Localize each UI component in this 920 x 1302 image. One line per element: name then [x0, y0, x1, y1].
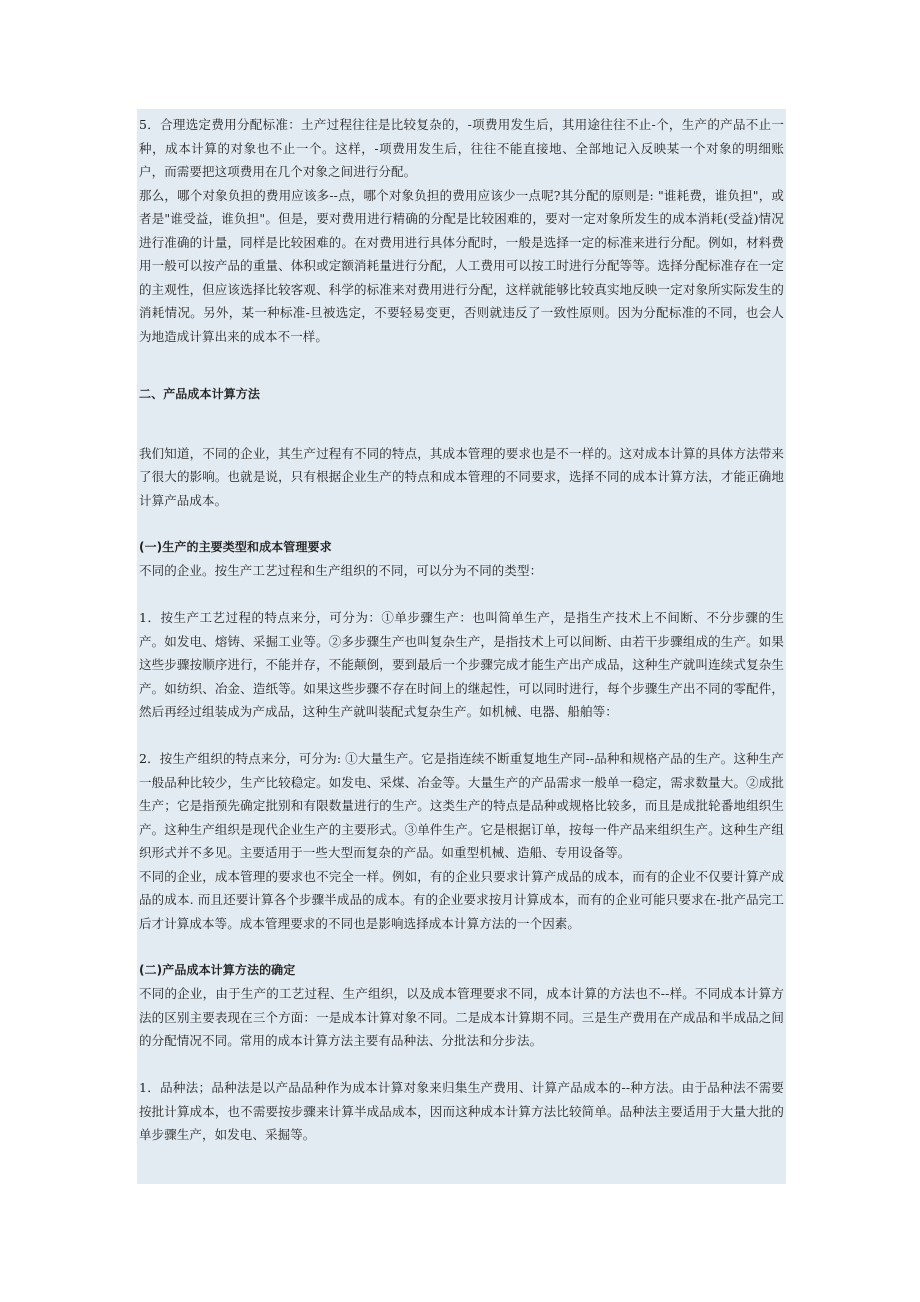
paragraph-product-method: 1．品种法；品种法是以产品品种作为成本计算对象来归集生产费用、计算产品成本的--种方法。由于品种法不需要按批计算成本，也不需要按步骤来计算半成品成本，因而这种成本计算方法比较简单。品种法主要适用于大量大批的单步骤生产，如发电、采掘等。: [139, 1080, 784, 1142]
paragraph-types-intro: 不同的企业。按生产工艺过程和生产组织的不同，可以分为不同的类型：: [139, 563, 543, 578]
document-body: [137, 109, 786, 1147]
document-page: [137, 109, 786, 1184]
paragraph-organization-types: 2．按生产组织的特点来分，可分为: ①大量生产。它是指连续不断重复地生产同--品种和规格产品的生产。这种生产一般品种比较少，生产比较稳定。如发电、采煤、冶金等。大量生产的产品需求一般单一稳定，需求数量大。②成批生产；它是指预先确定批别和有限数量进行的生产。这类生产的特点是品种或规格比较多，而且是成批轮番地组织生产。这种生产组织是现代企业生产的主要形式。③单件生产。它是根据订单，按每一件产品来组织生产。这种生产组织形式并不多见。主要适用于一些大型而复杂的产品。如重型机械、造船、专用设备等。: [139, 751, 784, 860]
paragraph-allocation-standard: 5．合理选定费用分配标准：土产过程往往是比较复杂的，-项费用发生后，其用途往往不止-个，生产的产品不止一种，成本计算的对象也不止一个。这样，-项费用发生后，往往不能直接地、全部地记入反映某一个对象的明细账户，而需要把这项费用在几个对象之间进行分配。: [139, 117, 784, 179]
heading-method-determination: (二)产品成本计算方法的确定: [139, 962, 296, 977]
heading-cost-methods: 二、产品成本计算方法: [139, 387, 261, 401]
paragraph-process-types: 1．按生产工艺过程的特点来分，可分为：①单步骤生产：也叫简单生产，是指生产技术上不间断、不分步骤的生产。如发电、熔铸、采掘工业等。②多步骤生产也叫复杂生产，是指技术上可以间断、由若干步骤组成的生产。如果这些步骤按顺序进行，不能并存，不能颠倒，要到最后一个步骤完成才能生产出产成品，这种生产就叫连续式复杂生产。如纺织、冶金、造纸等。如果这些步骤不存在时间上的继起性，可以同时进行，每个步骤生产出不同的零配件，然后再经过组装成为产成品，这种生产就叫装配式复杂生产。如机械、电器、船舶等：: [139, 610, 784, 719]
paragraph-method-differences: 不同的企业，由于生产的工艺过程、生产组织，以及成本管理要求不同，成本计算的方法也不--样。不同成本计算方法的区别主要表现在三个方面：一是成本计算对象不同。二是成本计算期不同。三是生产费用在产成品和半成品之间的分配情况不同。常用的成本计算方法主要有品种法、分批法和分步法。: [139, 986, 784, 1048]
paragraph-intro: 我们知道，不同的企业，其生产过程有不同的特点，其成本管理的要求也是不一样的。这对成本计算的具体方法带来了很大的影响。也就是说，只有根据企业生产的特点和成本管理的不同要求，选择不同的成本计算方法，才能正确地计算产品成本。: [139, 445, 784, 508]
heading-production-types: (一)生产的主要类型和成本管理要求: [139, 539, 332, 554]
paragraph-management-requirements: 不同的企业，成本管理的要求也不完全一样。例如，有的企业只要求计算产成品的成本，而有的企业不仅要计算产成品的成本. 而且还要计算各个步骤半成品的成本。有的企业要求按月计算成本，而有的企业可能只要求在-批产品完工后才计算成本等。成本管理要求的不同也是影响选择成本计算方法的一个因素。: [139, 868, 784, 931]
paragraph-allocation-principle: 那么，哪个对象负担的费用应该多--点，哪个对象负担的费用应该少一点呢?其分配的原则是: "谁耗费，谁负担"，或者是"谁受益，谁负担"。但是，要对费用进行精确的分配是比较困难的，要对一定对象所发生的成本消耗(受益)情况进行准确的计量，同样是比较困难的。在对费用进行具体分配时，一般是选择一定的标准来进行分配。例如，材料费用一般可以按产品的重量、体积或定额消耗量进行分配，人工费用可以按工时进行分配等等。选择分配标准存在一定的主观性，但应该选择比较客观、科学的标准来对费用进行分配，这样就能够比较真实地反映一定对象所实际发生的消耗情况。另外，某一种标准-旦被选定，不要轻易变更，否则就违反了一致性原则。因为分配标准的不同，也会人为地造成计算出来的成本不一样。: [139, 187, 784, 344]
